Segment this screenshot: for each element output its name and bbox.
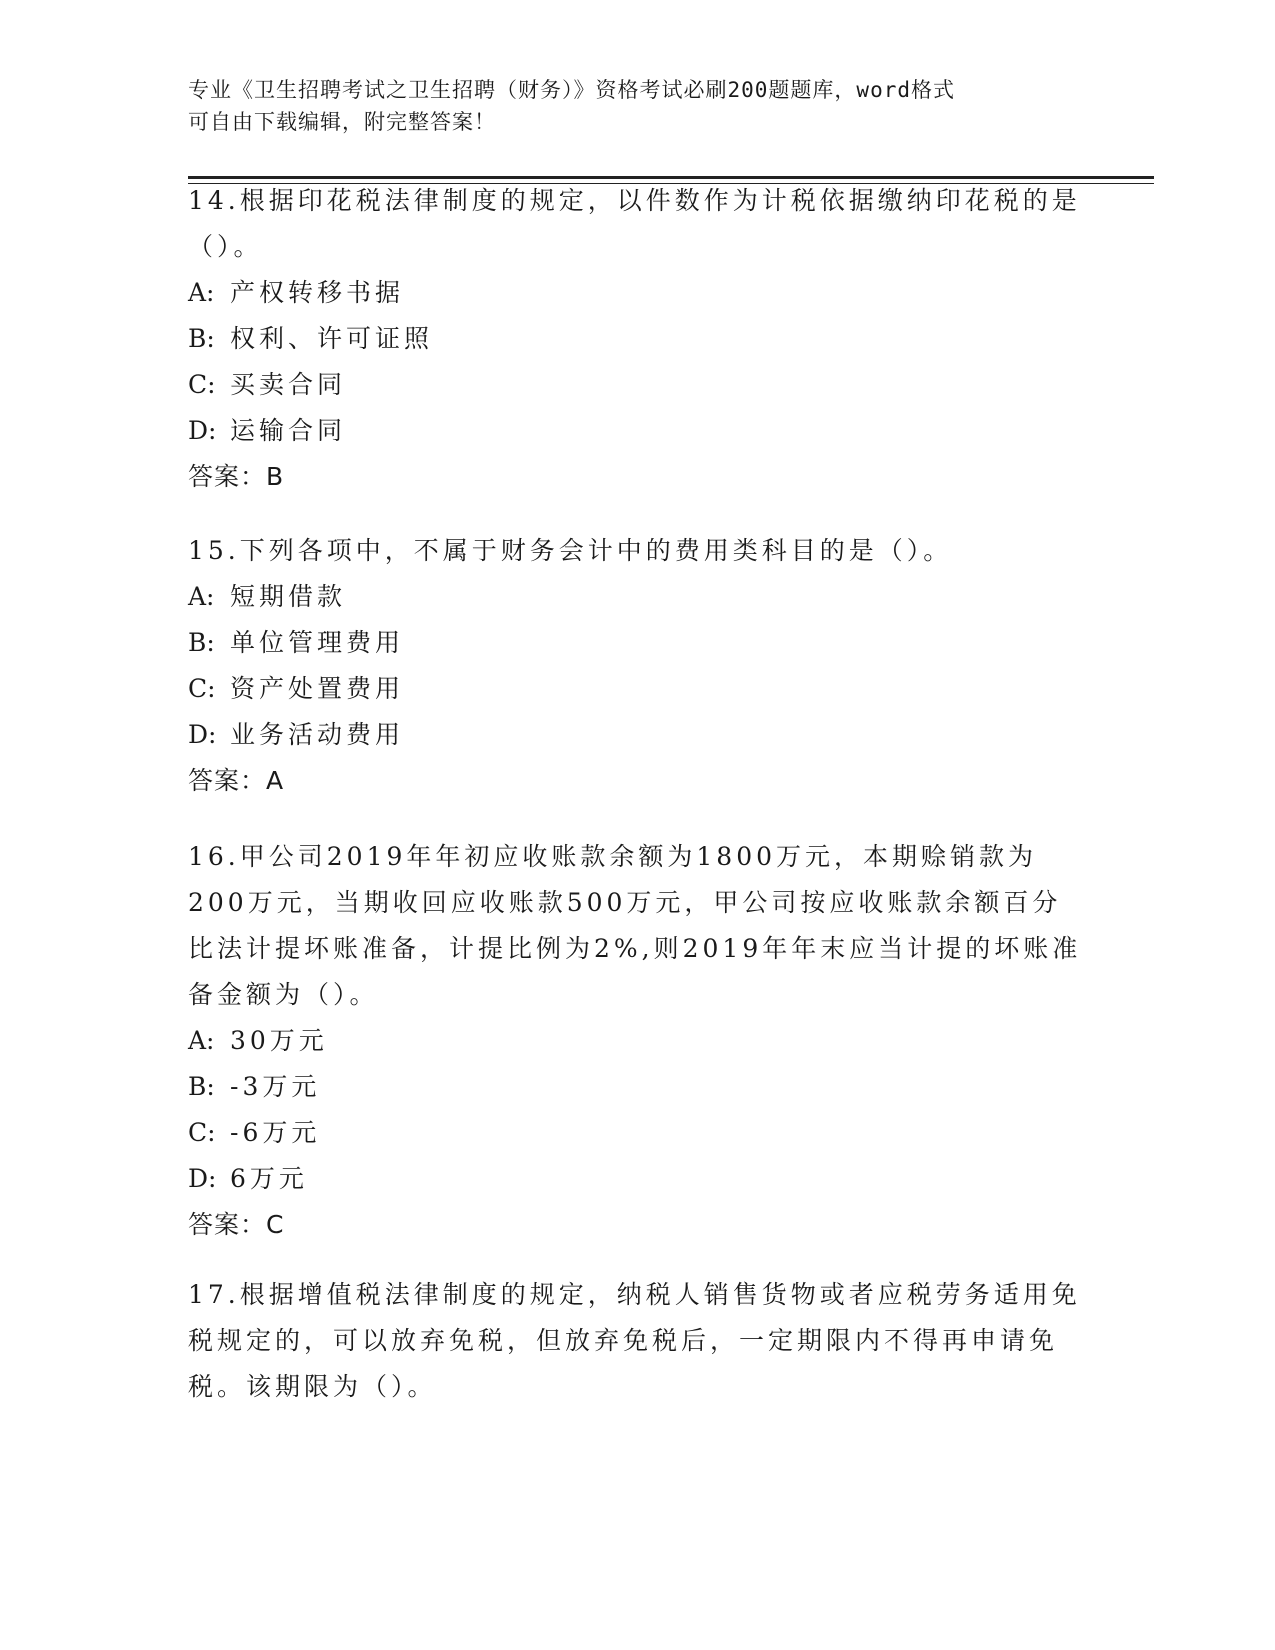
question-14 (188, 178, 1088, 500)
option-c (188, 1110, 1088, 1156)
option-text: 产权转移书据 (230, 278, 405, 307)
option-a (188, 574, 1088, 620)
question-text: 15.下列各项中，不属于财务会计中的费用类科目的是（）。 (188, 536, 953, 565)
option-text: -6万元 (230, 1118, 321, 1147)
option-text: 资产处置费用 (230, 674, 405, 703)
option-letter: A: (188, 582, 215, 611)
option-b (188, 316, 1088, 362)
option-c (188, 666, 1088, 712)
option-d (188, 712, 1088, 758)
answer: 答案：B (188, 462, 285, 491)
option-text: 运输合同 (230, 416, 347, 445)
option-letter: C: (188, 674, 216, 703)
question-17 (188, 1272, 1088, 1410)
option-text: 业务活动费用 (230, 720, 405, 749)
option-text: 30万元 (230, 1026, 328, 1055)
document-header (188, 74, 1068, 138)
option-letter: D: (188, 1164, 217, 1193)
option-text: -3万元 (230, 1072, 321, 1101)
question-text: 16.甲公司2019年年初应收账款余额为1800万元，本期赊销款为200万元，当期收回应收账款500万元，甲公司按应收账款余额百分比法计提坏账准备，计提比例为2%,则2019年年末应当计提的坏账准备金额为（）。 (188, 842, 1082, 1009)
option-letter: B: (188, 628, 215, 657)
header-line-2: 可自由下载编辑，附完整答案！ (188, 110, 496, 134)
question-15 (188, 528, 1088, 804)
option-letter: A: (188, 1026, 215, 1055)
option-letter: D: (188, 720, 217, 749)
option-a (188, 1018, 1088, 1064)
option-c (188, 362, 1088, 408)
option-text: 买卖合同 (230, 370, 347, 399)
option-letter: C: (188, 1118, 216, 1147)
option-text: 6万元 (230, 1164, 308, 1193)
option-b (188, 1064, 1088, 1110)
answer: 答案：A (188, 766, 285, 795)
option-text: 权利、许可证照 (230, 324, 434, 353)
option-d (188, 408, 1088, 454)
option-letter: B: (188, 324, 215, 353)
option-letter: C: (188, 370, 216, 399)
header-line-1: 专业《卫生招聘考试之卫生招聘（财务）》资格考试必刷200题题库，word格式 (188, 78, 955, 102)
question-text: 17.根据增值税法律制度的规定，纳税人销售货物或者应税劳务适用免税规定的，可以放弃免税，但放弃免税后，一定期限内不得再申请免税。该期限为（）。 (188, 1280, 1081, 1401)
option-letter: A: (188, 278, 215, 307)
option-d (188, 1156, 1088, 1202)
option-text: 短期借款 (230, 582, 347, 611)
option-text: 单位管理费用 (230, 628, 405, 657)
option-letter: D: (188, 416, 217, 445)
question-text: 14.根据印花税法律制度的规定，以件数作为计税依据缴纳印花税的是（）。 (188, 186, 1081, 261)
option-a (188, 270, 1088, 316)
option-letter: B: (188, 1072, 215, 1101)
question-16 (188, 834, 1088, 1248)
option-b (188, 620, 1088, 666)
answer: 答案：C (188, 1210, 285, 1239)
